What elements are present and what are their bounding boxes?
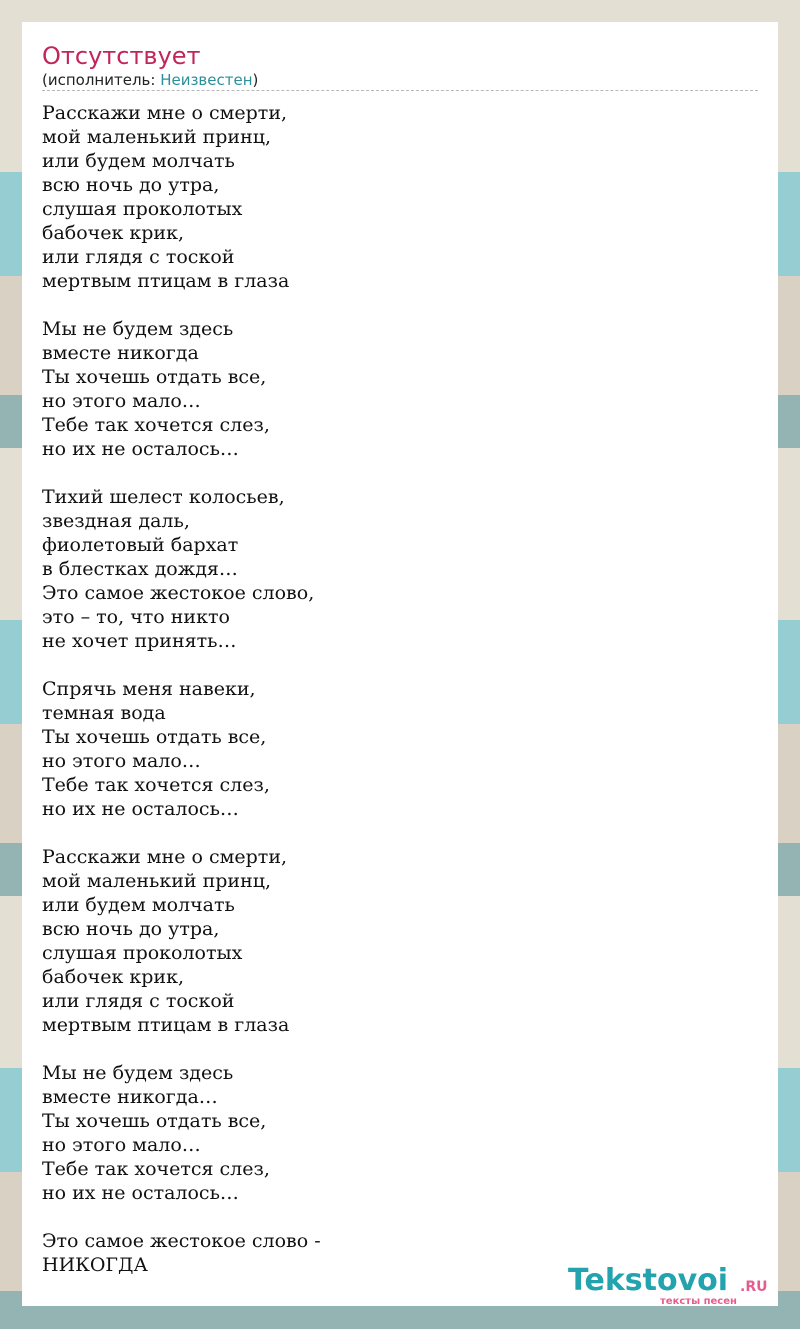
- lyrics-line: Расскажи мне о смерти,: [42, 846, 288, 868]
- lyrics-text: [42, 101, 321, 1277]
- lyrics-line: мертвым птицам в глаза: [42, 1014, 290, 1036]
- lyrics-line: Мы не будем здесь: [42, 1062, 234, 1084]
- lyrics-stanza: [42, 1061, 321, 1205]
- lyrics-line: бабочек крик,: [42, 222, 184, 244]
- lyrics-line: но их не осталось…: [42, 798, 239, 820]
- lyrics-line: Ты хочешь отдать все,: [42, 1110, 267, 1132]
- lyrics-line: звездная даль,: [42, 510, 190, 532]
- song-title: Отсутствует: [42, 42, 201, 70]
- lyrics-line: мой маленький принц,: [42, 870, 272, 892]
- lyrics-line: в блестках дождя…: [42, 558, 238, 580]
- lyrics-stanza: [42, 1229, 321, 1277]
- lyrics-line: всю ночь до утра,: [42, 918, 220, 940]
- lyrics-line: но этого мало…: [42, 750, 201, 772]
- lyrics-line: или будем молчать: [42, 894, 235, 916]
- lyrics-line: но их не осталось…: [42, 1182, 239, 1204]
- lyrics-line: или будем молчать: [42, 150, 235, 172]
- logo-wordmark: Tekstovoi: [568, 1263, 729, 1298]
- artist-line: [42, 71, 258, 89]
- lyrics-stanza: [42, 677, 321, 821]
- lyrics-line: Ты хочешь отдать все,: [42, 366, 267, 388]
- artist-link[interactable]: Неизвестен: [160, 71, 253, 89]
- lyrics-line: НИКОГДА: [42, 1254, 148, 1276]
- lyrics-line: мой маленький принц,: [42, 126, 272, 148]
- lyrics-line: Тебе так хочется слез,: [42, 414, 270, 436]
- lyrics-card: [22, 22, 778, 1306]
- lyrics-line: или глядя с тоской: [42, 990, 235, 1012]
- artist-suffix: ): [252, 71, 259, 89]
- lyrics-line: слушая проколотых: [42, 198, 243, 220]
- logo-subtitle: тексты песен: [660, 1296, 737, 1307]
- lyrics-line: темная вода: [42, 702, 166, 724]
- lyrics-line: слушая проколотых: [42, 942, 243, 964]
- lyrics-stanza: [42, 845, 321, 1037]
- lyrics-line: бабочек крик,: [42, 966, 184, 988]
- site-logo[interactable]: [568, 1262, 773, 1308]
- lyrics-line: Мы не будем здесь: [42, 318, 234, 340]
- artist-prefix: (исполнитель:: [42, 71, 161, 89]
- lyrics-line: но этого мало…: [42, 390, 201, 412]
- lyrics-line: Тебе так хочется слез,: [42, 774, 270, 796]
- lyrics-line: Это самое жестокое слово,: [42, 582, 315, 604]
- lyrics-line: вместе никогда…: [42, 1086, 218, 1108]
- lyrics-line: Тихий шелест колосьев,: [42, 486, 285, 508]
- lyrics-line: Спрячь меня навеки,: [42, 678, 256, 700]
- lyrics-stanza: [42, 485, 321, 653]
- lyrics-line: Это самое жестокое слово -: [42, 1230, 321, 1252]
- title-divider: [42, 90, 758, 91]
- lyrics-stanza: [42, 317, 321, 461]
- lyrics-line: не хочет принять…: [42, 630, 237, 652]
- logo-domain: .RU: [740, 1279, 768, 1295]
- lyrics-line: всю ночь до утра,: [42, 174, 220, 196]
- lyrics-line: Расскажи мне о смерти,: [42, 102, 288, 124]
- lyrics-line: вместе никогда: [42, 342, 199, 364]
- lyrics-line: но их не осталось…: [42, 438, 239, 460]
- lyrics-line: мертвым птицам в глаза: [42, 270, 290, 292]
- lyrics-line: или глядя с тоской: [42, 246, 235, 268]
- lyrics-line: это – то, что никто: [42, 606, 230, 628]
- lyrics-line: но этого мало…: [42, 1134, 201, 1156]
- lyrics-line: Тебе так хочется слез,: [42, 1158, 270, 1180]
- lyrics-line: фиолетовый бархат: [42, 534, 239, 556]
- lyrics-line: Ты хочешь отдать все,: [42, 726, 267, 748]
- lyrics-stanza: [42, 101, 321, 293]
